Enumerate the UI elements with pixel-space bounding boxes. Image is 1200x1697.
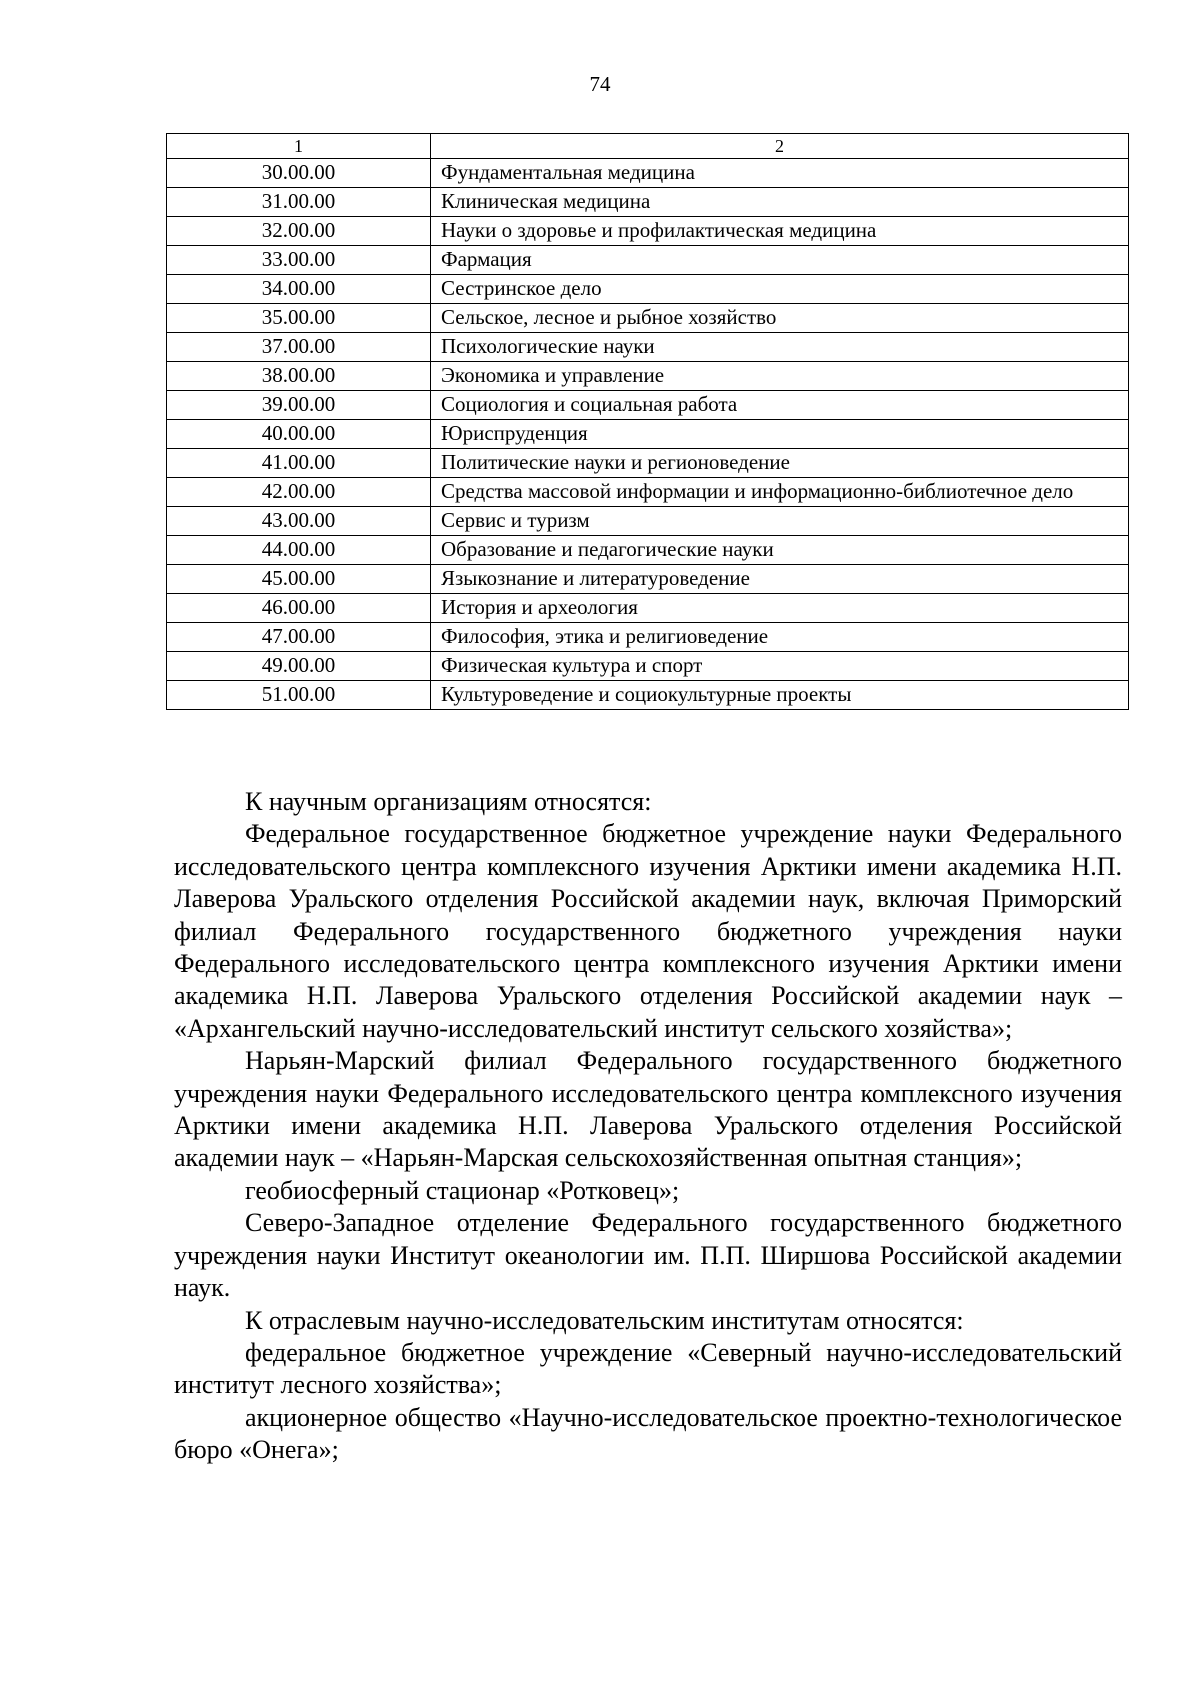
row-code: 43.00.00 [167,507,431,536]
row-name: Средства массовой информации и информационно-библиотечное дело [431,478,1129,507]
table-row [167,275,1129,304]
row-name: Психологические науки [431,333,1129,362]
row-name: Образование и педагогические науки [431,536,1129,565]
row-code: 32.00.00 [167,217,431,246]
table-row [167,449,1129,478]
row-name: Физическая культура и спорт [431,652,1129,681]
row-code: 34.00.00 [167,275,431,304]
table-row [167,188,1129,217]
table-row [167,536,1129,565]
row-name: Сестринское дело [431,275,1129,304]
row-name: Сервис и туризм [431,507,1129,536]
row-code: 47.00.00 [167,623,431,652]
table-row [167,478,1129,507]
row-code: 49.00.00 [167,652,431,681]
table-row [167,362,1129,391]
row-code: 39.00.00 [167,391,431,420]
row-name: Философия, этика и религиоведение [431,623,1129,652]
row-code: 42.00.00 [167,478,431,507]
row-code: 41.00.00 [167,449,431,478]
row-name: Юриспруденция [431,420,1129,449]
table-row [167,391,1129,420]
row-name: История и археология [431,594,1129,623]
row-code: 31.00.00 [167,188,431,217]
paragraph: геобиосферный стационар «Ротковец»; [245,1175,680,1205]
row-name: Культуроведение и социокультурные проекты [431,681,1129,710]
body-text [174,786,1122,1467]
row-name: Фармация [431,246,1129,275]
row-name: Фундаментальная медицина [431,159,1129,188]
row-code: 37.00.00 [167,333,431,362]
table-row [167,681,1129,710]
row-name: Клиническая медицина [431,188,1129,217]
table-row [167,159,1129,188]
page-number: 74 [589,72,611,96]
row-code: 38.00.00 [167,362,431,391]
table-row [167,304,1129,333]
paragraph: К научным организациям относятся: [245,787,652,816]
row-code: 45.00.00 [167,565,431,594]
row-name: Науки о здоровье и профилактическая медицина [431,217,1129,246]
table-row [167,420,1129,449]
table-row [167,565,1129,594]
table-row [167,246,1129,275]
table-row [167,623,1129,652]
paragraph: К отраслевым научно-исследовательским институтам относятся: [245,1305,964,1335]
paragraph: акционерное общество «Научно-исследовательское проектно-технологическое бюро «Онега»; [174,1402,1122,1465]
row-name: Политические науки и регионоведение [431,449,1129,478]
table-row [167,333,1129,362]
row-code: 35.00.00 [167,304,431,333]
paragraph: Федеральное государственное бюджетное учреждение науки Федерального исследовательского центра комплексного изучения Арктики имени академика Н.П. Лаверова Уральского отделения Российской академии наук, включая Приморский филиал Федерального государственного бюджетного учреждения науки Федерального исследовательского центра комплексного изучения Арктики имени академика Н.П. Лаверова Уральского отделения Российской академии наук – «Архангельский научно-исследовательский институт сельского хозяйства»; [174,819,1122,1043]
row-name: Экономика и управление [431,362,1129,391]
row-code: 46.00.00 [167,594,431,623]
row-name: Сельское, лесное и рыбное хозяйство [431,304,1129,333]
codes-table [166,133,1129,710]
row-name: Языкознание и литературоведение [431,565,1129,594]
table-header-row [167,134,1129,159]
table-row [167,217,1129,246]
table-row [167,594,1129,623]
row-name: Социология и социальная работа [431,391,1129,420]
row-code: 44.00.00 [167,536,431,565]
row-code: 40.00.00 [167,420,431,449]
paragraph: Нарьян-Марский филиал Федерального государственного бюджетного учреждения науки Федерального исследовательского центра комплексного изучения Арктики имени академика Н.П. Лаверова Уральского отделения Российской академии наук – «Нарьян-Марская сельскохозяйственная опытная станция»; [174,1046,1122,1173]
column-header-name: 2 [431,134,1129,159]
row-code: 30.00.00 [167,159,431,188]
paragraph: Северо-Западное отделение Федерального государственного бюджетного учреждения науки Институт океанологии им. П.П. Ширшова Российской академии наук. [174,1208,1122,1303]
table-row [167,507,1129,536]
paragraph: федеральное бюджетное учреждение «Северный научно-исследовательский институт лесного хозяйства»; [174,1337,1122,1400]
table-row [167,652,1129,681]
row-code: 33.00.00 [167,246,431,275]
column-header-code: 1 [167,134,431,159]
row-code: 51.00.00 [167,681,431,710]
